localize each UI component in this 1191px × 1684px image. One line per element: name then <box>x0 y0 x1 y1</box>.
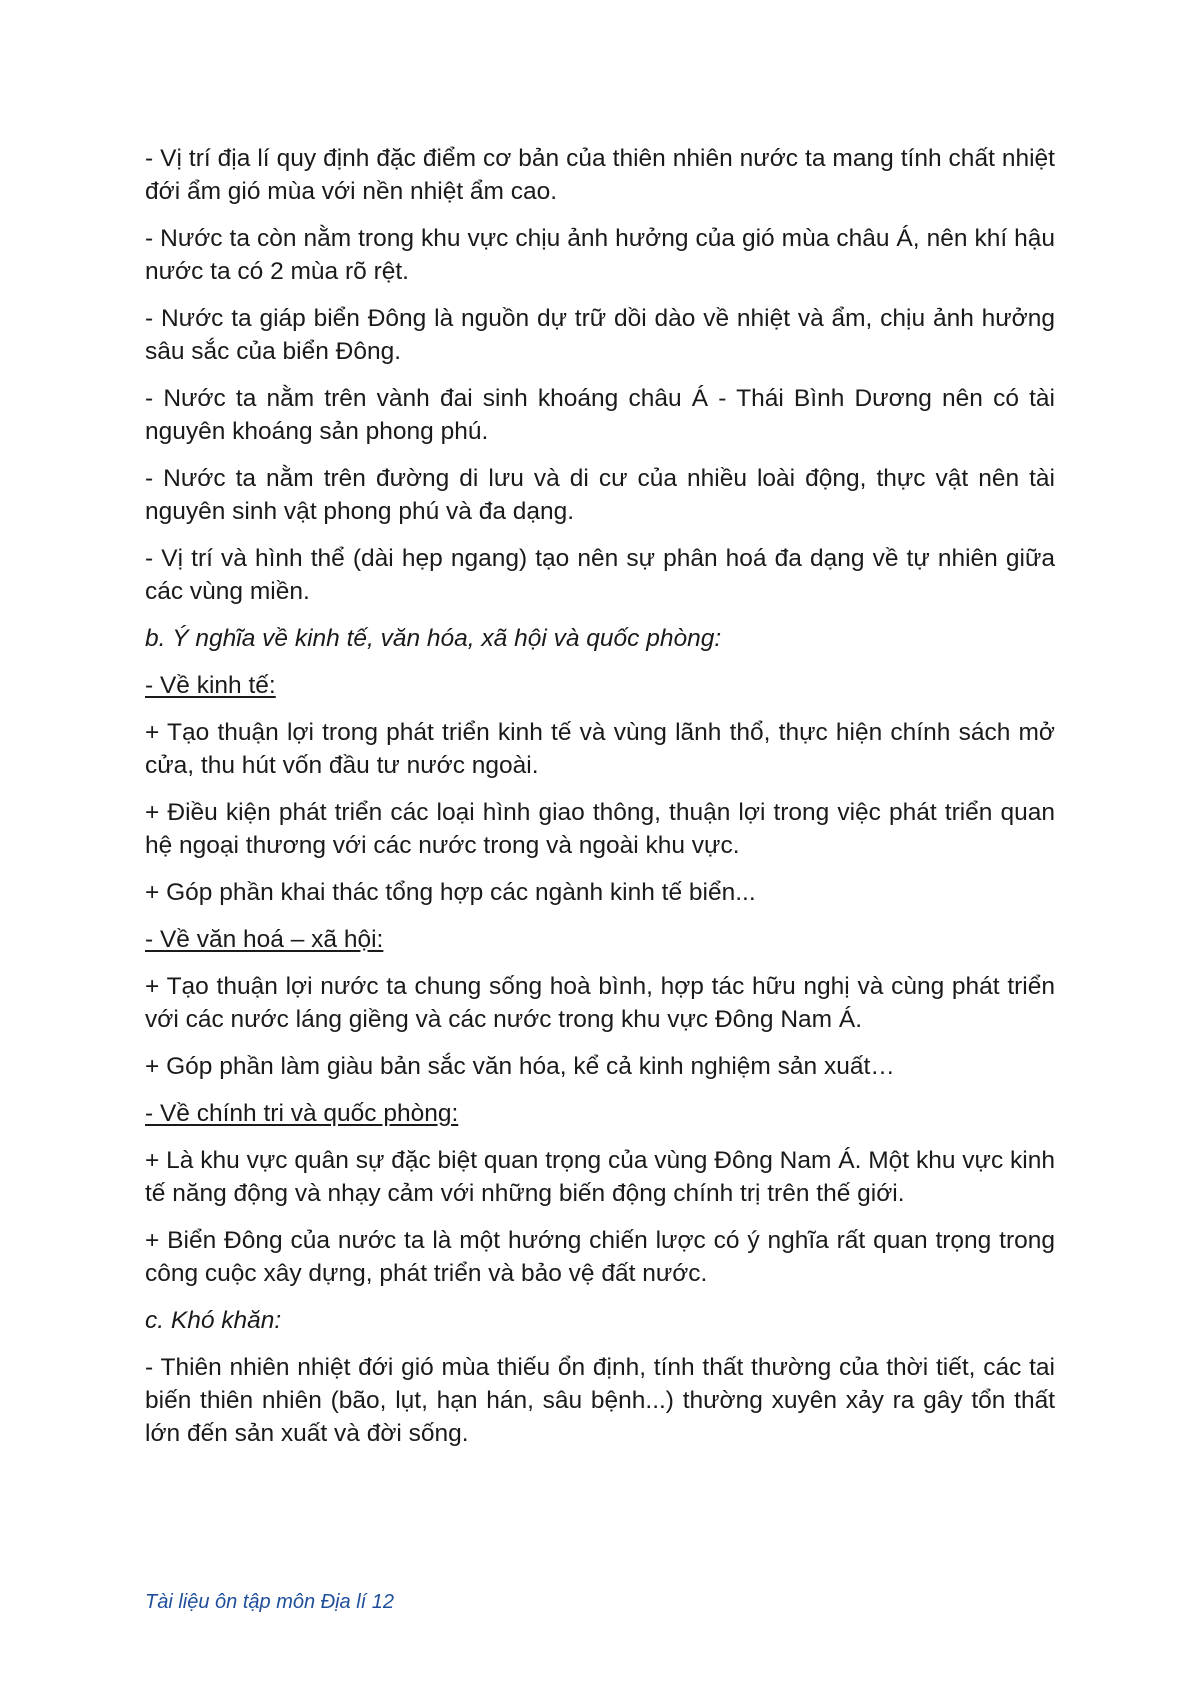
subheading-culture-society <box>145 923 1055 956</box>
paragraph: - Vị trí và hình thể (dài hẹp ngang) tạo nên sự phân hoá đa dạng về tự nhiên giữa các vùng miền. <box>145 545 1055 605</box>
section-heading-difficulties: c. Khó khăn: <box>145 1307 282 1334</box>
paragraph: - Nước ta còn nằm trong khu vực chịu ảnh hưởng của gió mùa châu Á, nên khí hậu nước ta có 2 mùa rõ rệt. <box>145 225 1055 285</box>
paragraph: - Nước ta giáp biển Đông là nguồn dự trữ dồi dào về nhiệt và ẩm, chịu ảnh hưởng sâu sắc của biển Đông. <box>145 305 1055 365</box>
paragraph: + Góp phần khai thác tổng hợp các ngành kinh tế biển... <box>145 879 756 906</box>
paragraph: - Vị trí địa lí quy định đặc điểm cơ bản của thiên nhiên nước ta mang tính chất nhiệt đới ẩm gió mùa với nền nhiệt ẩm cao. <box>145 145 1055 205</box>
paragraph: - Thiên nhiên nhiệt đới gió mùa thiếu ổn định, tính thất thường của thời tiết, các tai biến thiên nhiên (bão, lụt, hạn hán, sâu bệnh...) thường xuyên xảy ra gây tổn thất lớn đến sản xuất và đời sống. <box>145 1354 1055 1447</box>
paragraph: - Nước ta nằm trên đường di lưu và di cư của nhiều loài động, thực vật nên tài nguyên sinh vật phong phú và đa dạng. <box>145 465 1055 525</box>
document-body <box>145 142 1055 1464</box>
paragraph: - Nước ta nằm trên vành đai sinh khoáng châu Á - Thái Bình Dương nên có tài nguyên khoáng sản phong phú. <box>145 385 1055 445</box>
paragraph: + Góp phần làm giàu bản sắc văn hóa, kể cả kinh nghiệm sản xuất… <box>145 1053 895 1080</box>
section-heading-significance: b. Ý nghĩa về kinh tế, văn hóa, xã hội và quốc phòng: <box>145 625 722 652</box>
subheading-politics-defense-label: - Về chính tri và quốc phòng: <box>145 1100 459 1127</box>
paragraph: + Tạo thuận lợi trong phát triển kinh tế và vùng lãnh thổ, thực hiện chính sách mở cửa, thu hút vốn đầu tư nước ngoài. <box>145 719 1055 779</box>
subheading-economy <box>145 669 1055 702</box>
subheading-culture-society-label: - Về văn hoá – xã hội: <box>145 926 384 953</box>
subheading-politics-defense <box>145 1097 1055 1130</box>
page-footer: Tài liệu ôn tập môn Địa lí 12 <box>145 1591 395 1613</box>
paragraph: + Tạo thuận lợi nước ta chung sống hoà bình, hợp tác hữu nghị và cùng phát triển với các nước láng giềng và các nước trong khu vực Đông Nam Á. <box>145 973 1055 1033</box>
paragraph: + Biển Đông của nước ta là một hướng chiến lược có ý nghĩa rất quan trọng trong công cuộc xây dựng, phát triển và bảo vệ đất nước. <box>145 1227 1055 1287</box>
paragraph: + Điều kiện phát triển các loại hình giao thông, thuận lợi trong việc phát triển quan hệ ngoại thương với các nước trong và ngoài khu vực. <box>145 799 1055 859</box>
paragraph: + Là khu vực quân sự đặc biệt quan trọng của vùng Đông Nam Á. Một khu vực kinh tế năng động và nhạy cảm với những biến động chính trị trên thế giới. <box>145 1147 1055 1207</box>
subheading-economy-label: - Về kinh tế: <box>145 672 276 699</box>
